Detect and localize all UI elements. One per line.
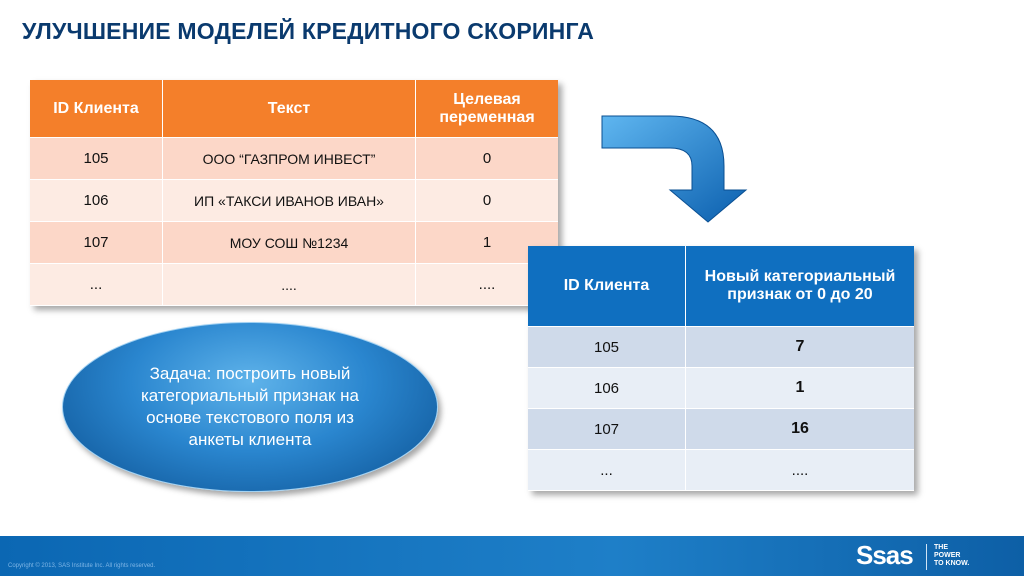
cell-text: ИП «ТАКСИ ИВАНОВ ИВАН» (163, 180, 416, 222)
cell-feature: .... (686, 450, 914, 491)
cell-target: 0 (416, 180, 558, 222)
table-row (528, 409, 914, 450)
copyright-text: Copyright © 2013, SAS Institute Inc. All rights reserved. (8, 563, 156, 569)
tagline-line-2: POWER (934, 552, 961, 559)
cell-id: 107 (30, 222, 163, 264)
col-header-target: Целевая переменная (416, 80, 558, 138)
task-text: Задача: построить новый категориальный признак на основе текстового поля из анкеты клиента (140, 364, 360, 449)
tagline-line-3: TO KNOW. (934, 560, 970, 567)
task-ellipse (62, 322, 438, 492)
cell-feature: 16 (686, 409, 914, 450)
result-data-table (528, 246, 914, 491)
cell-feature: 1 (686, 368, 914, 409)
curved-arrow-icon (598, 110, 758, 230)
source-data-table (30, 80, 558, 306)
table-row (30, 180, 558, 222)
col-header-text: Текст (163, 80, 416, 138)
page-title: УЛУЧШЕНИЕ МОДЕЛЕЙ КРЕДИТНОГО СКОРИНГА (22, 18, 595, 44)
cell-text: .... (163, 264, 416, 306)
cell-id: 105 (30, 138, 163, 180)
cell-id: 106 (528, 368, 686, 409)
tagline (934, 544, 969, 568)
col-header-id: ID Клиента (528, 246, 686, 327)
tagline-line-1: THE (934, 544, 948, 551)
cell-text: МОУ СОШ №1234 (163, 222, 416, 264)
cell-id: ... (30, 264, 163, 306)
table-row (30, 222, 558, 264)
cell-id: ... (528, 450, 686, 491)
logo-divider (926, 544, 927, 570)
cell-feature: 7 (686, 327, 914, 368)
col-header-id: ID Клиента (30, 80, 163, 138)
cell-text: ООО “ГАЗПРОМ ИНВЕСТ” (163, 138, 416, 180)
cell-target: .... (416, 264, 558, 306)
cell-id: 106 (30, 180, 163, 222)
table-row (30, 264, 558, 306)
table-row (528, 327, 914, 368)
col-header-feature: Новый категориальный признак от 0 до 20 (686, 246, 914, 327)
table-row (30, 138, 558, 180)
table-row (528, 450, 914, 491)
cell-target: 0 (416, 138, 558, 180)
table-row (528, 368, 914, 409)
footer-bar (0, 536, 1024, 576)
cell-id: 107 (528, 409, 686, 450)
cell-target: 1 (416, 222, 558, 264)
sas-logo: Ssas (856, 540, 913, 570)
cell-id: 105 (528, 327, 686, 368)
